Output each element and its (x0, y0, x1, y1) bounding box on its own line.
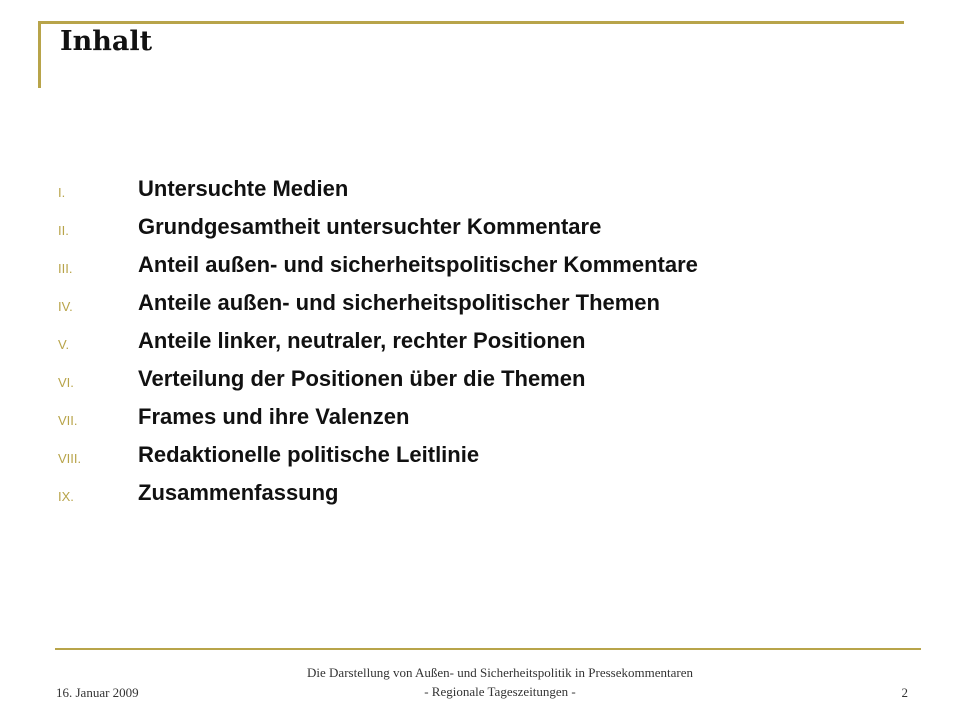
footer-subtitle-line: - Regionale Tageszeitungen - (424, 684, 576, 699)
toc-item (0, 209, 900, 247)
toc-label: Zusammenfassung (138, 480, 339, 505)
toc-item (0, 361, 900, 399)
toc-item (0, 171, 900, 209)
toc-numeral: III. (58, 261, 73, 276)
toc-label: Frames und ihre Valenzen (138, 404, 410, 429)
slide-title: Inhalt (60, 26, 153, 57)
toc-numeral: II. (58, 223, 69, 238)
footer-rule (55, 648, 921, 650)
toc-numeral: VII. (58, 413, 78, 428)
toc-label: Anteile linker, neutraler, rechter Positionen (138, 328, 586, 353)
toc-label: Untersuchte Medien (138, 176, 349, 201)
toc-item (0, 475, 900, 513)
toc-item (0, 285, 900, 323)
footer-title-line: Die Darstellung von Außen- und Sicherheitspolitik in Pressekommentaren (307, 665, 693, 680)
toc-item (0, 437, 900, 475)
toc-numeral: I. (58, 185, 66, 200)
footer-presentation-title (240, 663, 760, 701)
title-top-rule (38, 21, 904, 24)
toc-numeral: VI. (58, 375, 74, 390)
toc-item (0, 323, 900, 361)
toc-numeral: V. (58, 337, 70, 352)
toc-numeral: IX. (58, 489, 74, 504)
toc-item (0, 247, 900, 285)
toc-numeral: VIII. (58, 451, 82, 466)
toc-item (0, 399, 900, 437)
toc-label: Redaktionelle politische Leitlinie (138, 442, 480, 467)
toc-label: Verteilung der Positionen über die Themen (138, 366, 586, 391)
title-left-rule (38, 21, 41, 88)
footer-date: 16. Januar 2009 (56, 685, 139, 700)
toc-label: Anteil außen- und sicherheitspolitischer Kommentare (138, 252, 698, 277)
page-number: 2 (901, 685, 908, 700)
toc-label: Grundgesamtheit untersuchter Kommentare (138, 214, 602, 239)
toc-label: Anteile außen- und sicherheitspolitischer Themen (138, 290, 660, 315)
toc-numeral: IV. (58, 299, 73, 314)
